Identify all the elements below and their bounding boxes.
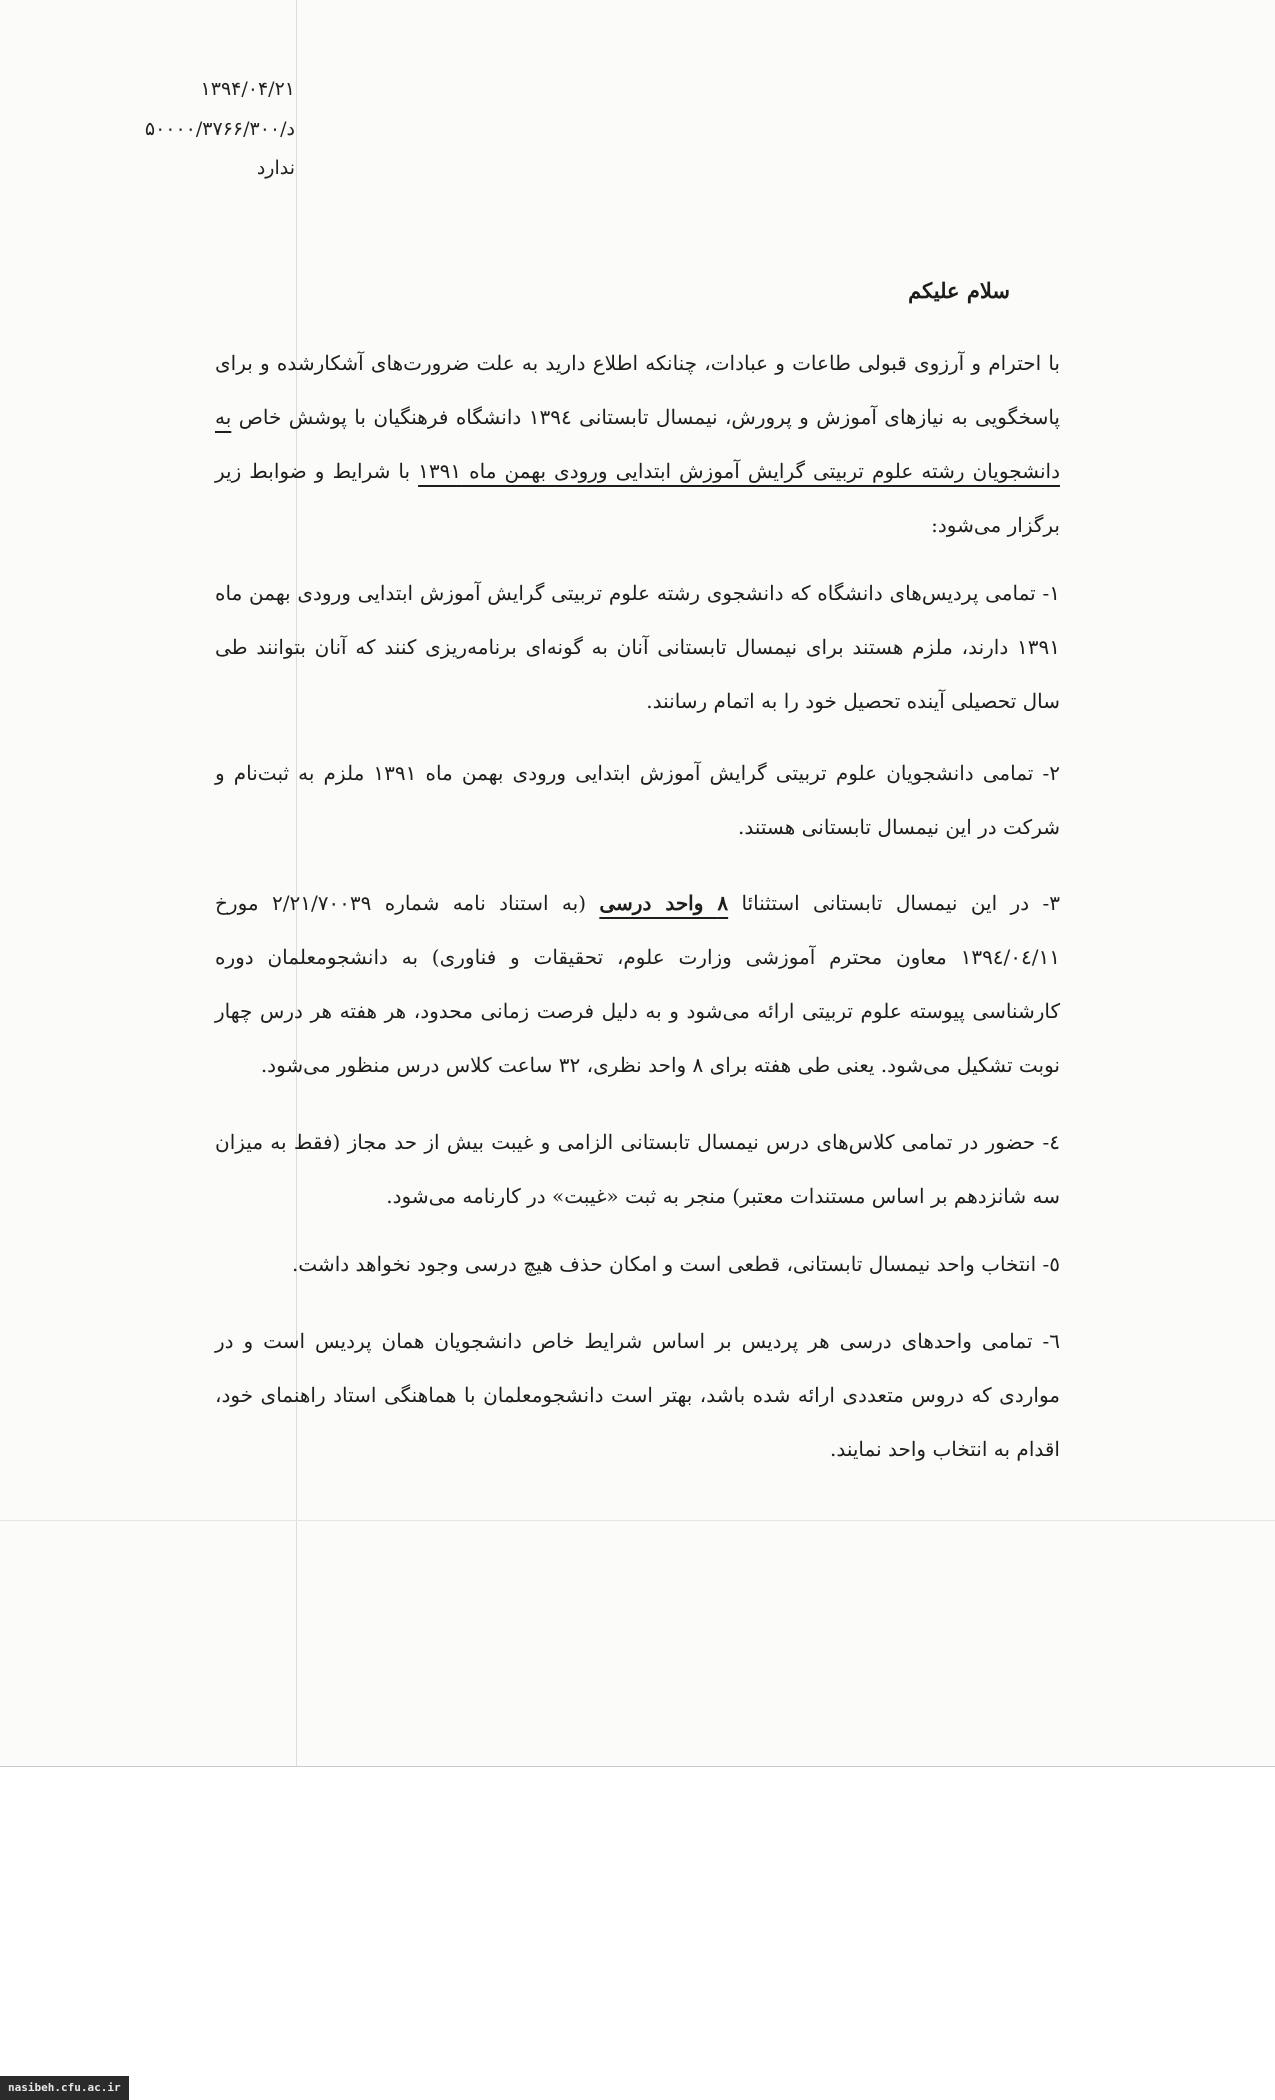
item-5-paragraph: ٥- انتخاب واحد نیمسال تابستانی، قطعی است و امکان حذف هیچ درسی وجود نخواهد داشت.	[291, 1252, 1060, 1276]
item-4-paragraph: ٤- حضور در تمامی کلاس‌های درس نیمسال تابستانی الزامی و غیبت بیش از حد مجاز (فقط به میزان سه شانزدهم بر اساس مستندات معتبر) منجر به ثبت «غیبت» در کارنامه می‌شود.	[215, 1130, 1060, 1208]
item-3-text-start: ۳- در این نیمسال تابستانی استثنائا	[728, 891, 1060, 915]
letter-date: ۱۳۹۴/۰۴/۲۱	[200, 78, 295, 100]
greeting: سلام علیکم	[908, 278, 1010, 303]
paper-fold-line-horizontal	[0, 1520, 1275, 1521]
intro-text-start: با احترام و آرزوی قبولی طاعات و عبادات، چنانکه اطلاع دارید به علت ضرورت‌های آشکارشده و برای پاسخگویی به نیازهای آموزش و پرورش، نیمسال تابستانی ۱۳۹٤ دانشگاه فرهنگیان با پوشش خاص	[215, 351, 1061, 429]
item-6-paragraph: ٦- تمامی واحدهای درسی هر پردیس بر اساس شرایط خاص دانشجویان همان پردیس است و در مواردی که دروس متعددی ارائه شده باشد، بهتر است دانشجومعلمان با هماهنگی استاد راهنمای خود، اقدام به انتخاب واحد نمایند.	[215, 1329, 1060, 1461]
item-3-text-end: (به استناد نامه شماره ۲/۲۱/۷۰۰۳۹ مورخ ۱۳۹٤/۰٤/۱۱ معاون محترم آموزشی وزارت علوم، تحقیقات و فناوری) به دانشجومعلمان دوره کارشناسی پیوسته علوم تربیتی ارائه می‌شود و به دلیل فرصت زمانی محدود، هر هفته هر درس چهار نوبت تشکیل می‌شود. یعنی طی هفته برای ۸ واحد نظری، ۳۲ ساعت کلاس درس منظور می‌شود.	[215, 891, 1060, 1077]
intro-text-end: با شرایط و ضوابط زیر برگزار می‌شود:	[215, 459, 1060, 537]
intro-underlined-text: به دانشجویان رشته علوم تربیتی گرایش آموزش ابتدایی ورودی بهمن ماه ۱۳۹۱	[215, 405, 1060, 483]
letter-attachment: ندارد	[256, 157, 295, 179]
site-watermark: nasibeh.cfu.ac.ir	[0, 2076, 129, 2100]
item-2-paragraph: ۲- تمامی دانشجویان علوم تربیتی گرایش آموزش ابتدایی ورودی بهمن ماه ۱۳۹۱ ملزم به ثبت‌نام و شرکت در این نیمسال تابستانی هستند.	[215, 761, 1060, 839]
item-3-paragraph	[215, 876, 1060, 1092]
intro-paragraph	[215, 336, 1060, 552]
item-1-paragraph: ۱- تمامی پردیس‌های دانشگاه که دانشجوی رشته علوم تربیتی گرایش آموزش ابتدایی ورودی بهمن ماه ۱۳۹۱ دارند، ملزم هستند برای نیمسال تابستانی آنان به گونه‌ای برنامه‌ریزی کنند که آنان بتوانند طی سال تحصیلی آینده تحصیل خود را به اتمام رسانند.	[215, 581, 1060, 713]
item-3-underlined-text: ۸ واحد درسی	[599, 891, 729, 915]
letter-number: د/۵۰۰۰۰/۳۷۶۶/۳۰۰	[144, 118, 295, 140]
